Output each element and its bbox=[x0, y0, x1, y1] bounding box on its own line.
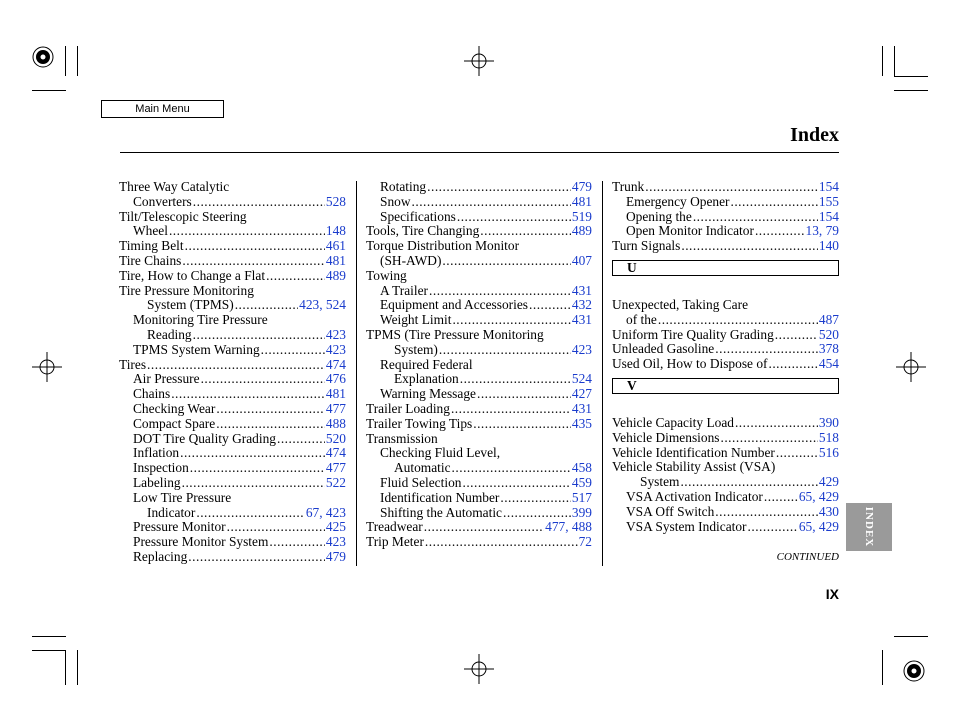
dot-leader bbox=[193, 195, 325, 210]
index-entry-term: Trailer Towing Tips bbox=[366, 415, 473, 431]
page-reference-link[interactable]: 528 bbox=[325, 193, 346, 209]
dot-leader bbox=[748, 520, 798, 535]
index-entry bbox=[119, 535, 346, 550]
index-entry-term: Trunk bbox=[612, 179, 645, 194]
page-reference-link[interactable]: 432 bbox=[571, 297, 592, 313]
dot-leader bbox=[768, 357, 817, 372]
page-reference-link[interactable]: 140 bbox=[818, 238, 839, 254]
page-reference-link[interactable]: 489 bbox=[571, 223, 592, 239]
dot-leader bbox=[261, 343, 325, 358]
dot-leader bbox=[182, 476, 325, 491]
index-entry-term: Specifications bbox=[380, 208, 456, 224]
index-heading: Transmission bbox=[366, 430, 438, 446]
index-entry-term: Unleaded Gasoline bbox=[612, 341, 715, 357]
index-entry-term: Snow bbox=[380, 193, 411, 209]
dot-leader bbox=[693, 210, 818, 225]
index-side-tab[interactable] bbox=[846, 503, 892, 551]
index-entry bbox=[119, 461, 346, 476]
index-entry-term: Turn Signals bbox=[612, 238, 681, 254]
index-heading: Vehicle Stability Assist (VSA) bbox=[612, 459, 776, 475]
index-entry-term: Rotating bbox=[380, 179, 427, 194]
index-entry-term: A Trailer bbox=[380, 282, 428, 298]
dot-leader bbox=[180, 446, 325, 461]
dot-leader bbox=[182, 254, 325, 269]
index-entry bbox=[119, 417, 346, 432]
page-reference-link[interactable]: 155 bbox=[818, 193, 839, 209]
dot-leader bbox=[462, 476, 570, 491]
page-reference-link[interactable]: 481 bbox=[325, 386, 346, 402]
index-entry-term: Trailer Loading bbox=[366, 400, 450, 416]
index-entry bbox=[366, 491, 592, 506]
index-entry bbox=[119, 195, 346, 210]
page-reference-link[interactable]: 524 bbox=[571, 371, 592, 387]
dot-leader bbox=[658, 313, 818, 328]
index-entry bbox=[119, 224, 346, 239]
page-reference-link[interactable]: 488 bbox=[325, 415, 346, 431]
page-reference-link[interactable]: 154 bbox=[818, 208, 839, 224]
index-entry bbox=[612, 416, 839, 431]
page-reference-link[interactable]: 454 bbox=[818, 356, 839, 372]
title-divider bbox=[120, 152, 839, 153]
dot-leader bbox=[193, 328, 325, 343]
index-heading: Tilt/Telescopic Steering bbox=[119, 208, 247, 224]
page-reference-link[interactable]: 520 bbox=[325, 430, 346, 446]
dot-leader bbox=[201, 372, 325, 387]
index-entry-term: Indicator bbox=[147, 504, 196, 520]
page-reference-link[interactable]: 423 bbox=[325, 341, 346, 357]
page-reference-link[interactable]: 477 bbox=[325, 460, 346, 476]
index-entry bbox=[366, 387, 592, 402]
dot-leader bbox=[425, 535, 578, 550]
crosshair-bottom-icon bbox=[464, 654, 494, 684]
dot-leader bbox=[500, 491, 571, 506]
page-reference-link[interactable]: 487 bbox=[818, 311, 839, 327]
page-reference-link[interactable]: 518 bbox=[818, 429, 839, 445]
page-reference-link[interactable]: 435 bbox=[571, 415, 592, 431]
dot-leader bbox=[442, 254, 571, 269]
index-entry bbox=[119, 520, 346, 535]
dot-leader bbox=[429, 284, 571, 299]
index-entry bbox=[366, 180, 592, 195]
index-entry bbox=[612, 475, 839, 490]
index-entry bbox=[366, 461, 592, 476]
page-reference-link[interactable]: 65, 429 bbox=[798, 488, 839, 504]
dot-leader bbox=[452, 313, 570, 328]
page-reference-link[interactable]: 431 bbox=[571, 282, 592, 298]
index-entry-term: Compact Spare bbox=[133, 415, 216, 431]
index-entry-term: Open Monitor Indicator bbox=[626, 223, 754, 239]
section-letter-heading: V bbox=[612, 378, 839, 394]
dot-leader bbox=[529, 298, 571, 313]
page-reference-link[interactable]: 65, 429 bbox=[798, 518, 839, 534]
index-heading: Low Tire Pressure bbox=[133, 489, 232, 505]
index-column-1 bbox=[119, 180, 346, 565]
index-entry-term: Pressure Monitor System bbox=[133, 534, 269, 550]
index-entry bbox=[119, 446, 346, 461]
index-entry-term: Tire Chains bbox=[119, 252, 182, 268]
column-divider bbox=[602, 181, 603, 566]
index-entry bbox=[366, 535, 592, 550]
index-entry bbox=[366, 195, 592, 210]
page-reference-link[interactable]: 427 bbox=[571, 386, 592, 402]
page-reference-link[interactable]: 399 bbox=[571, 504, 592, 520]
crosshair-right-icon bbox=[896, 352, 926, 382]
index-entry bbox=[366, 224, 592, 239]
page-number: IX bbox=[825, 586, 839, 602]
dot-leader bbox=[185, 239, 325, 254]
page-reference-link[interactable]: 516 bbox=[818, 444, 839, 460]
page-reference-link[interactable]: 459 bbox=[571, 474, 592, 490]
index-entry-term: DOT Tire Quality Grading bbox=[133, 430, 276, 446]
index-entry-term: Treadwear bbox=[366, 519, 423, 535]
index-entry-term: Air Pressure bbox=[133, 371, 200, 387]
index-entry-term: Weight Limit bbox=[380, 312, 452, 328]
index-entry-term: System bbox=[640, 474, 680, 490]
index-heading: Three Way Catalytic bbox=[119, 179, 230, 194]
index-entry bbox=[119, 343, 346, 358]
index-heading: TPMS (Tire Pressure Monitoring bbox=[366, 326, 544, 342]
index-entry bbox=[612, 520, 839, 535]
page-reference-link[interactable]: 13, 79 bbox=[805, 223, 839, 239]
section-letter-heading: U bbox=[612, 260, 839, 276]
dot-leader bbox=[147, 358, 325, 373]
dot-leader bbox=[755, 224, 805, 239]
dot-leader bbox=[480, 224, 571, 239]
index-entry bbox=[366, 284, 592, 299]
index-entry bbox=[612, 446, 839, 461]
index-entry bbox=[119, 254, 346, 269]
index-entry-term: Inflation bbox=[133, 445, 180, 461]
page-reference-link[interactable]: 477, 488 bbox=[545, 519, 592, 535]
continued-label: CONTINUED bbox=[776, 551, 839, 563]
index-entry-term: Shifting the Automatic bbox=[380, 504, 502, 520]
index-entry-term: Timing Belt bbox=[119, 238, 184, 254]
index-entry bbox=[119, 328, 346, 343]
index-entry bbox=[366, 506, 592, 521]
index-entry-term: VSA Activation Indicator bbox=[626, 488, 763, 504]
index-entry-term: Checking Wear bbox=[133, 400, 216, 416]
dot-leader bbox=[277, 432, 325, 447]
page-reference-link[interactable]: 481 bbox=[571, 193, 592, 209]
index-entry bbox=[612, 490, 839, 505]
index-entry bbox=[366, 313, 592, 328]
index-entry bbox=[612, 357, 839, 372]
dot-leader bbox=[775, 328, 818, 343]
page-reference-link[interactable]: 474 bbox=[325, 445, 346, 461]
index-entry bbox=[119, 358, 346, 373]
index-entry bbox=[612, 313, 839, 328]
dot-leader bbox=[457, 210, 571, 225]
index-entry bbox=[612, 210, 839, 225]
main-menu-button[interactable]: Main Menu bbox=[101, 100, 224, 118]
dot-leader bbox=[196, 506, 304, 521]
dot-leader bbox=[427, 180, 571, 195]
index-entry bbox=[366, 343, 592, 358]
page-reference-link[interactable]: 72 bbox=[578, 534, 592, 550]
index-entry-term: Vehicle Dimensions bbox=[612, 429, 720, 445]
index-entry bbox=[612, 342, 839, 357]
index-entry-term: Reading bbox=[147, 326, 192, 342]
index-entry bbox=[612, 505, 839, 520]
index-entry bbox=[119, 432, 346, 447]
index-entry-term: Converters bbox=[133, 193, 192, 209]
index-entry bbox=[119, 506, 346, 521]
dot-leader bbox=[269, 535, 325, 550]
index-entry-term: Fluid Selection bbox=[380, 474, 462, 490]
index-entry-term: Used Oil, How to Dispose of bbox=[612, 356, 768, 372]
page-reference-link[interactable]: 423 bbox=[325, 534, 346, 550]
page-reference-link[interactable]: 148 bbox=[325, 223, 346, 239]
dot-leader bbox=[477, 387, 571, 402]
index-entry bbox=[366, 520, 592, 535]
index-entry-term: Identification Number bbox=[380, 489, 500, 505]
dot-leader bbox=[424, 520, 544, 535]
index-entry bbox=[612, 239, 839, 254]
index-entry bbox=[119, 269, 346, 284]
registration-rosette-icon bbox=[903, 660, 925, 682]
index-entry bbox=[119, 239, 346, 254]
page-reference-link[interactable]: 423, 524 bbox=[299, 297, 346, 313]
index-entry-term: Tire, How to Change a Flat bbox=[119, 267, 266, 283]
index-entry-term: VSA Off Switch bbox=[626, 503, 715, 519]
page-reference-link[interactable]: 519 bbox=[571, 208, 592, 224]
dot-leader bbox=[235, 298, 298, 313]
index-entry-term: Trip Meter bbox=[366, 534, 424, 550]
index-heading: Required Federal bbox=[380, 356, 473, 372]
index-entry-term: System) bbox=[394, 341, 438, 357]
page-reference-link[interactable]: 479 bbox=[571, 179, 592, 194]
dot-leader bbox=[460, 372, 571, 387]
dot-leader bbox=[730, 195, 817, 210]
index-entry bbox=[612, 195, 839, 210]
dot-leader bbox=[645, 180, 818, 195]
index-entry bbox=[366, 210, 592, 225]
index-entry bbox=[366, 254, 592, 269]
index-entry-term: Automatic bbox=[394, 460, 451, 476]
dot-leader bbox=[473, 417, 571, 432]
index-entry-term: Opening the bbox=[626, 208, 692, 224]
index-entry-term: Inspection bbox=[133, 460, 189, 476]
index-entry-term: Wheel bbox=[133, 223, 168, 239]
dot-leader bbox=[681, 239, 818, 254]
index-entry bbox=[366, 402, 592, 417]
page-reference-link[interactable]: 430 bbox=[818, 503, 839, 519]
index-entry-term: Tires bbox=[119, 356, 147, 372]
dot-leader bbox=[216, 402, 325, 417]
dot-leader bbox=[715, 505, 818, 520]
page-reference-link[interactable]: 67, 423 bbox=[305, 504, 346, 520]
page-reference-link[interactable]: 425 bbox=[325, 519, 346, 535]
index-entry bbox=[119, 387, 346, 402]
page-reference-link[interactable]: 429 bbox=[818, 474, 839, 490]
index-entry bbox=[366, 298, 592, 313]
dot-leader bbox=[412, 195, 571, 210]
index-entry-term: Equipment and Accessories bbox=[380, 297, 529, 313]
index-entry-term: VSA System Indicator bbox=[626, 518, 747, 534]
crosshair-left-icon bbox=[32, 352, 62, 382]
dot-leader bbox=[715, 342, 818, 357]
page-reference-link[interactable]: 481 bbox=[325, 252, 346, 268]
index-entry-term: Emergency Opener bbox=[626, 193, 730, 209]
page-reference-link[interactable]: 461 bbox=[325, 238, 346, 254]
dot-leader bbox=[680, 475, 817, 490]
index-entry bbox=[612, 180, 839, 195]
page-reference-link[interactable]: 474 bbox=[325, 356, 346, 372]
index-column-3 bbox=[612, 180, 839, 534]
dot-leader bbox=[451, 402, 571, 417]
index-entry-term: TPMS System Warning bbox=[133, 341, 260, 357]
dot-leader bbox=[735, 416, 818, 431]
index-entry-term: Replacing bbox=[133, 548, 188, 564]
dot-leader bbox=[171, 387, 325, 402]
index-entry bbox=[612, 328, 839, 343]
index-entry-term: Explanation bbox=[394, 371, 459, 387]
index-entry bbox=[119, 298, 346, 313]
dot-leader bbox=[764, 490, 798, 505]
page-reference-link[interactable]: 423 bbox=[571, 341, 592, 357]
page-reference-link[interactable]: 378 bbox=[818, 341, 839, 357]
index-entry-term: Chains bbox=[133, 386, 171, 402]
crosshair-top-icon bbox=[464, 46, 494, 76]
index-heading: Checking Fluid Level, bbox=[380, 445, 501, 461]
dot-leader bbox=[227, 520, 325, 535]
dot-leader bbox=[720, 431, 817, 446]
index-entry bbox=[612, 224, 839, 239]
index-entry bbox=[119, 550, 346, 565]
dot-leader bbox=[266, 269, 325, 284]
index-entry bbox=[366, 372, 592, 387]
registration-rosette-icon bbox=[32, 46, 54, 68]
dot-leader bbox=[452, 461, 571, 476]
index-entry-term: Warning Message bbox=[380, 386, 476, 402]
page-reference-link[interactable]: 431 bbox=[571, 400, 592, 416]
index-column-2 bbox=[366, 180, 592, 550]
index-entry bbox=[366, 417, 592, 432]
index-entry-term: System (TPMS) bbox=[147, 297, 234, 313]
page-reference-link[interactable]: 407 bbox=[571, 252, 592, 268]
page-reference-link[interactable]: 517 bbox=[571, 489, 592, 505]
index-entry bbox=[119, 476, 346, 491]
page-reference-link[interactable]: 154 bbox=[818, 179, 839, 194]
index-entry bbox=[366, 476, 592, 491]
index-heading: Towing bbox=[366, 267, 407, 283]
index-entry-term: (SH-AWD) bbox=[380, 252, 442, 268]
page-reference-link[interactable]: 489 bbox=[325, 267, 346, 283]
index-entry bbox=[119, 402, 346, 417]
index-heading: Tire Pressure Monitoring bbox=[119, 282, 254, 298]
index-heading: Torque Distribution Monitor bbox=[366, 238, 520, 254]
index-heading: Monitoring Tire Pressure bbox=[133, 312, 268, 328]
page-reference-link[interactable]: 423 bbox=[325, 326, 346, 342]
dot-leader bbox=[216, 417, 325, 432]
page-reference-link[interactable]: 390 bbox=[818, 414, 839, 430]
index-entry-term: Pressure Monitor bbox=[133, 519, 226, 535]
index-entry-term: Labeling bbox=[133, 474, 181, 490]
index-entry bbox=[119, 372, 346, 387]
index-entry-term: of the bbox=[626, 311, 657, 327]
index-entry-term: Vehicle Capacity Load bbox=[612, 414, 734, 430]
dot-leader bbox=[776, 446, 818, 461]
page-reference-link[interactable]: 476 bbox=[325, 371, 346, 387]
column-divider bbox=[356, 181, 357, 566]
index-entry-term: Uniform Tire Quality Grading bbox=[612, 326, 774, 342]
dot-leader bbox=[190, 461, 325, 476]
index-entry-term: Tools, Tire Changing bbox=[366, 223, 480, 239]
page-reference-link[interactable]: 520 bbox=[818, 326, 839, 342]
index-heading: Unexpected, Taking Care bbox=[612, 296, 749, 312]
index-entry bbox=[612, 431, 839, 446]
dot-leader bbox=[188, 550, 325, 565]
page-title: Index bbox=[790, 124, 839, 146]
page-reference-link[interactable]: 479 bbox=[325, 548, 346, 564]
side-tab-label: INDEX bbox=[863, 506, 875, 548]
page-reference-link[interactable]: 458 bbox=[571, 460, 592, 476]
index-entry-term: Vehicle Identification Number bbox=[612, 444, 775, 460]
page-reference-link[interactable]: 477 bbox=[325, 400, 346, 416]
dot-leader bbox=[503, 506, 571, 521]
page-reference-link[interactable]: 522 bbox=[325, 474, 346, 490]
dot-leader bbox=[169, 224, 325, 239]
page-reference-link[interactable]: 431 bbox=[571, 312, 592, 328]
dot-leader bbox=[439, 343, 571, 358]
